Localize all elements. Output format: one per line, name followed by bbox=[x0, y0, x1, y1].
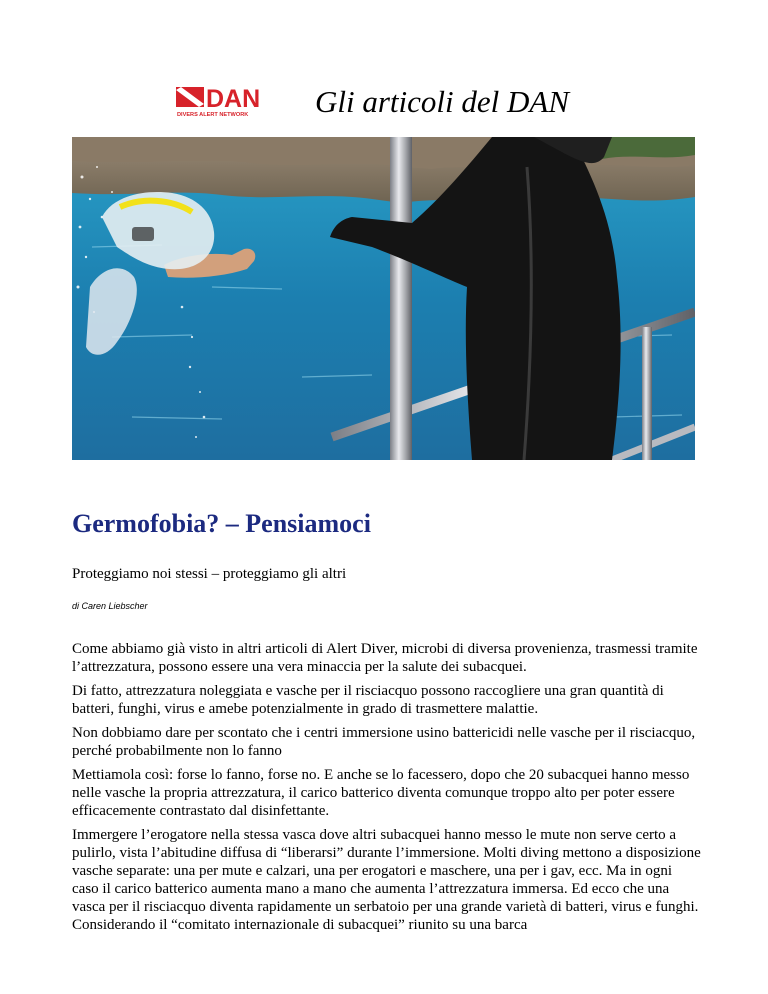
logo-text: DAN bbox=[206, 85, 261, 113]
article-title: Germofobia? – Pensiamoci bbox=[72, 509, 371, 538]
header-title: Gli articoli del DAN bbox=[315, 84, 570, 119]
paragraph: Di fatto, attrezzatura noleggiata e vasche per il risciacquo possono raccogliere una gran quantità di batteri, funghi, virus e amebe potenzialmente in grado di trasmettere malattie. bbox=[72, 683, 664, 717]
article-body bbox=[72, 640, 702, 940]
paragraph: Come abbiamo già visto in altri articoli di Alert Diver, microbi di diversa provenienza, trasmessi tramite l’attrezzatura, possono essere una vera minaccia per la salute dei subacquei. bbox=[72, 641, 698, 675]
logo-subtext: DIVERS ALERT NETWORK bbox=[177, 112, 249, 118]
article-photo bbox=[72, 137, 695, 460]
dan-logo-graphic bbox=[176, 85, 284, 119]
article-subtitle: Proteggiamo noi stessi – proteggiamo gli altri bbox=[72, 566, 347, 582]
paragraph: Non dobbiamo dare per scontato che i centri immersione usino battericidi nelle vasche per il risciacquo, perché probabilmente non lo fanno bbox=[72, 725, 696, 759]
paragraph: Immergere l’erogatore nella stessa vasca dove altri subacquei hanno messo le mute non serve certo a pulirlo, vista l’abitudine diffusa di “liberarsi” durante l’immersione. Molti diving mettono a disposizione vasche separate: una per mute e calzari, una per erogatori e maschere, una per i gav, ecc. Ma in ogni caso il carico batterico aumenta mano a mano che aumenta l’attrezzatura immersa. Ed ecco che una vasca per il risciacquo diventa rapidamente un serbatoio per una grande varietà di batteri, virus e funghi. Considerando il “comitato internazionale di subacquei” riunito su una barca bbox=[72, 827, 701, 933]
paragraph: Mettiamola così: forse lo fanno, forse no. E anche se lo facessero, dopo che 20 subacquei hanno messo nelle vasche la propria attrezzatura, il carico batterico diventa comunque troppo alto per poter essere efficacemente contrastato dal disinfettante. bbox=[72, 767, 690, 819]
header bbox=[176, 82, 284, 122]
article-byline: di Caren Liebscher bbox=[72, 601, 148, 611]
dan-logo bbox=[176, 85, 284, 119]
